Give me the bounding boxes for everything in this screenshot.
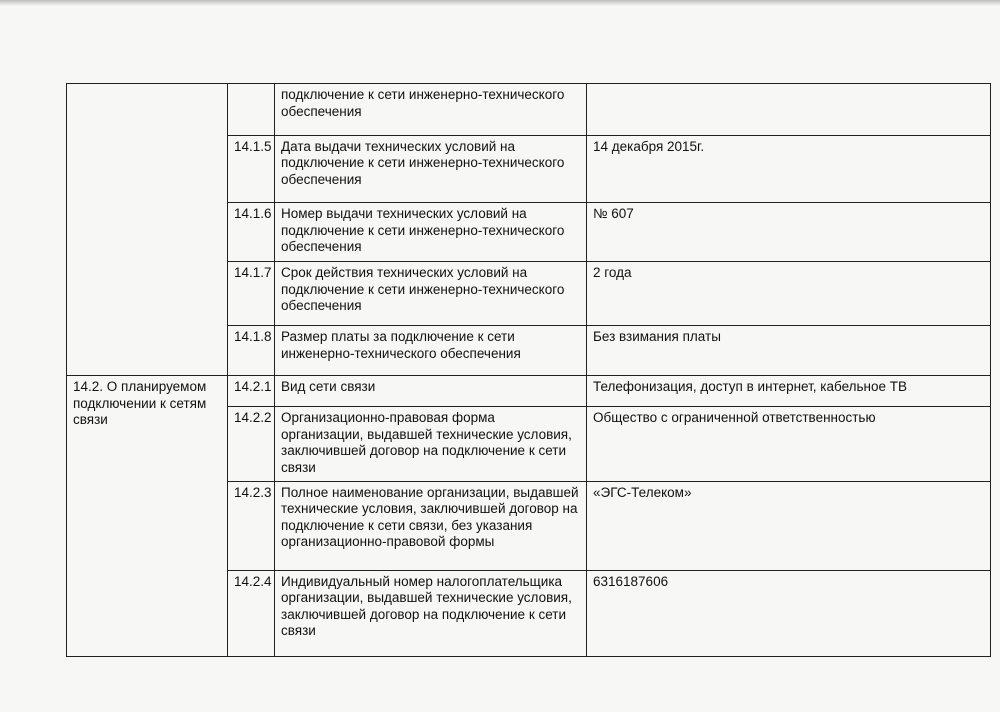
item-value: Телефонизация, доступ в интернет, кабельное ТВ bbox=[587, 376, 991, 407]
scan-top-edge bbox=[0, 0, 1000, 6]
item-name: Размер платы за подключение к сети инженерно-технического обеспечения bbox=[275, 326, 587, 376]
item-value: «ЭГС-Телеком» bbox=[587, 481, 991, 570]
item-number: 14.1.6 bbox=[228, 203, 275, 262]
section-label-cell: 14.2. О планируемом подключении к сетям связи bbox=[67, 376, 228, 657]
item-value: Без взимания платы bbox=[587, 326, 991, 376]
item-value: 14 декабря 2015г. bbox=[587, 135, 991, 202]
item-number: 14.2.1 bbox=[228, 376, 275, 407]
item-name: Дата выдачи технических условий на подключение к сети инженерно-технического обеспечения bbox=[275, 135, 587, 202]
item-number: 14.1.8 bbox=[228, 326, 275, 376]
item-number: 14.1.5 bbox=[228, 135, 275, 202]
item-value: Общество с ограниченной ответственностью bbox=[587, 407, 991, 482]
item-number: 14.1.7 bbox=[228, 262, 275, 326]
item-number: 14.2.2 bbox=[228, 407, 275, 482]
table-row bbox=[67, 376, 991, 407]
item-name: подключение к сети инженерно-технического обеспечения bbox=[275, 84, 587, 136]
item-value bbox=[587, 84, 991, 136]
item-name: Организационно-правовая форма организации, выдавшей технические условия, заключившей договор на подключение к сети связи bbox=[275, 407, 587, 482]
section-label-cell bbox=[67, 84, 228, 376]
item-name: Вид сети связи bbox=[275, 376, 587, 407]
info-table bbox=[66, 83, 991, 657]
item-name: Срок действия технических условий на подключение к сети инженерно-технического обеспечения bbox=[275, 262, 587, 326]
document-page bbox=[66, 83, 990, 657]
item-value: 2 года bbox=[587, 262, 991, 326]
item-name: Полное наименование организации, выдавшей технические условия, заключившей договор на подключение к сети связи, без указания организационно-правовой формы bbox=[275, 481, 587, 570]
table-row bbox=[67, 84, 991, 136]
item-value: № 607 bbox=[587, 203, 991, 262]
item-number: 14.2.4 bbox=[228, 570, 275, 656]
item-name: Номер выдачи технических условий на подключение к сети инженерно-технического обеспечения bbox=[275, 203, 587, 262]
item-number bbox=[228, 84, 275, 136]
item-number: 14.2.3 bbox=[228, 481, 275, 570]
item-value: 6316187606 bbox=[587, 570, 991, 656]
item-name: Индивидуальный номер налогоплательщика организации, выдавшей технические условия, заключившей договор на подключение к сети связи bbox=[275, 570, 587, 656]
